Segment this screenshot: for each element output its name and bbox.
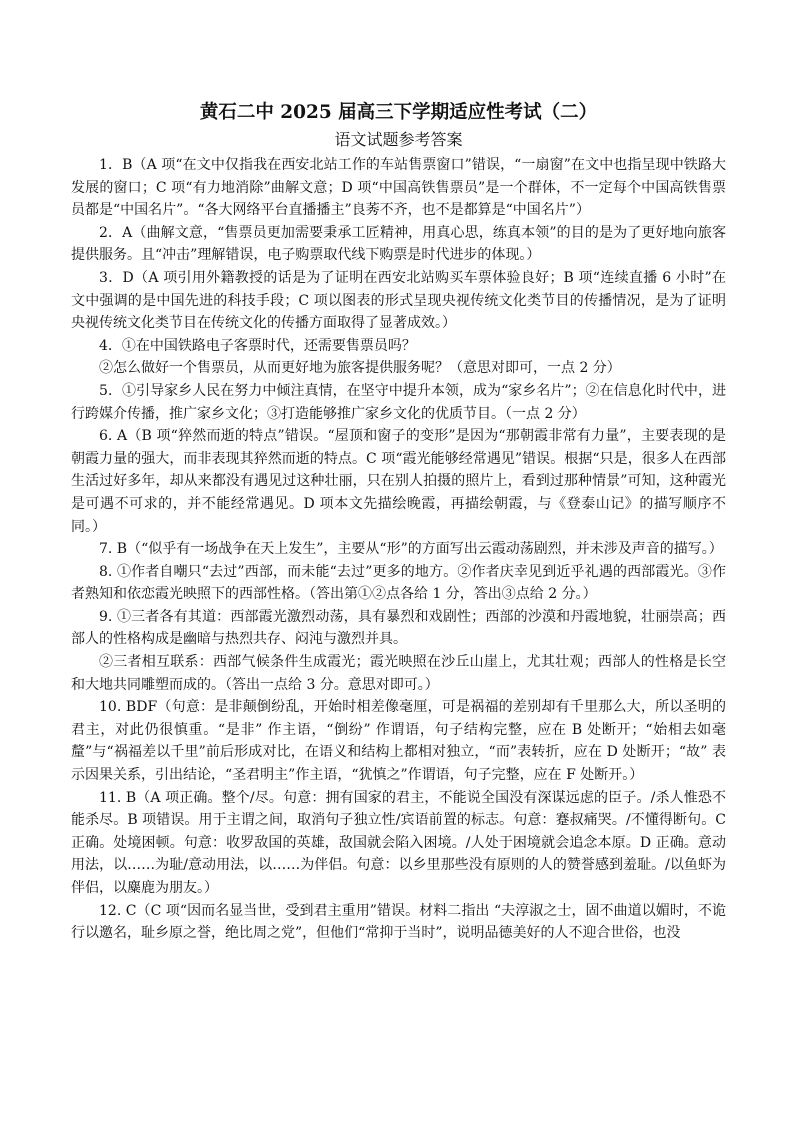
answer-item-12: 12. C（C 项“因而名显当世，受到君主重用”错误。材料二指出 “夫淳淑之士，固不曲道以媚时，不诡行以邀名，耻乡原之誉，绝比周之党”，但他们“常抑于当时”，说明品德美好的人不迎合世俗，也没: [71, 902, 726, 942]
answer-item-7: 7. B（“似乎有一场战争在天上发生”，主要从“形”的方面写出云霞动荡剧烈，并未涉及声音的描写。）: [99, 541, 723, 558]
answer-item-9: 9. ①三者各有其道：西部霞光激烈动荡，具有暴烈和戏剧性；西部的沙漠和丹霞地貌，壮丽崇高；西部人的性格构成是幽暗与热烈共存、闷沌与激烈并具。: [71, 608, 726, 648]
answer-item-4: 4．①在中国铁路电子客票时代，还需要售票员吗？: [99, 337, 416, 354]
answer-item-3: 3．D（A 项引用外籍教授的话是为了证明在西安北站购买车票体验良好；B 项“连续直播 6 小时”在文中强调的是中国先进的科技手段；C 项以图表的形式呈现央视传统文化类节目的传播情况，是为了证明央视传统文化类节目在传统文化的传播方面取得了显著成效。）: [71, 269, 726, 332]
answer-item-4-point-2: ②怎么做好一个售票员，从而更好地为旅客提供服务呢？（意思对即可，一点 2 分）: [99, 360, 621, 377]
answer-item-10: 10. BDF（句意：是非颠倒纷乱，开始时相差像毫厘，可是祸福的差别却有千里那么大，所以圣明的君主，对此仍很慎重。“是非” 作主语，“倒纷” 作谓语，句子结构完整，应在 B 处断开；“始相去如毫釐”与“祸福差以千里”前后形成对比，在语义和结构上都相对独立，“而”表转折，应在 D 处断开；“故” 表示因果关系，引出结论，“圣君明主”作主语，“犹慎之”作谓语，句子完整，应在 F 处断开。）: [71, 699, 726, 784]
exam-subtitle: 语文试题参考答案: [334, 130, 463, 149]
exam-title: 黄石二中 2025 届高三下学期适应性考试（二）: [199, 102, 598, 123]
answer-item-2: 2．A（曲解文意，“售票员更加需要秉承工匠精神，用真心思，练真本领”的目的是为了更好地向旅客提供服务。且“冲击”理解错误，电子购票取代线下购票是时代进步的体现。）: [71, 224, 726, 264]
answer-item-6: 6. A（B 项“猝然而逝的特点”错误。“屋顶和窗子的变形”是因为“那朝霞非常有力量”，主要表现的是朝霞力量的强大，而非表现其猝然而逝的特点。C 项“霞光能够经常遇见”错误。根据“只是，很多人在西部生活过好多年，却从来都没有遇见过这种壮丽，只在别人拍摄的照片上，看到过那种情景”可知，这种霞光是可遇不可求的，并不能经常遇见。D 项本文先描绘晚霞，再描绘朝霞，与《登泰山记》的描写顺序不同。）: [71, 428, 726, 535]
answer-item-1: 1．B（A 项“在文中仅指我在西安北站工作的车站售票窗口”错误，“一扇窗”在文中也指呈现中铁路大发展的窗口；C 项“有力地消除”曲解文意；D 项“中国高铁售票员”是一个群体，不一定每个中国高铁售票员都是“中国名片”。“各大网络平台直播播主”良莠不齐，也不是都算是“中国名片”）: [71, 157, 726, 219]
answer-item-11: 11. B（A 项正确。整个/尽。句意：拥有国家的君主，不能说全国没有深谋远虑的臣子。/杀人惟恐不能杀尽。B 项错误。用于主谓之间，取消句子独立性/宾语前置的标志。句意：蹇叔痛哭。/不懂得断句。C 正确。处境困顿。句意：收罗敌国的英雄，敌国就会陷入困境。/人处于困境就会追念本原。D 正确。意动用法，以……为耻/意动用法，以……为伴侣。句意：以乡里那些没有原则的人的赞誉感到羞耻。/以鱼虾为伴侣，以麋鹿为朋友。）: [71, 789, 726, 896]
answer-item-5: 5．①引导家乡人民在努力中倾注真情，在坚守中提升本领，成为“家乡名片”；②在信息化时代中，进行跨媒介传播，推广家乡文化；③打造能够推广家乡文化的优质节目。（一点 2 分）: [71, 382, 726, 422]
answer-item-8: 8. ①作者自嘲只“去过”西部，而未能“去过”更多的地方。②作者庆幸见到近乎礼遇的西部霞光。③作者熟知和依恋霞光映照下的西部性格。（答出第①②点各给 1 分，答出③点给 2 分。）: [71, 563, 726, 603]
answer-item-9-point-2: ②三者相互联系：西部气候条件生成霞光；霞光映照在沙丘山崖上，尤其壮观；西部人的性格是长空和大地共同雕塑而成的。（答出一点给 3 分。意思对即可。）: [71, 654, 726, 693]
